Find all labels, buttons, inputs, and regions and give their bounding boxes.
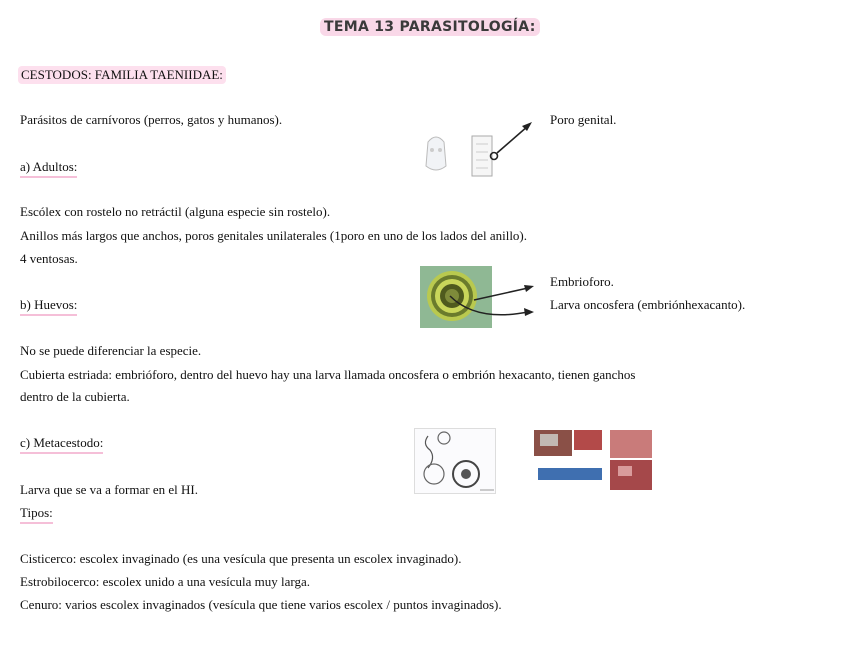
adults-line: 4 ventosas. bbox=[20, 251, 78, 266]
eggs-heading: b) Huevos: bbox=[20, 297, 77, 316]
adults-heading: a) Adultos: bbox=[20, 159, 77, 178]
oncosphere-label: Larva oncosfera (embriónhexacanto). bbox=[550, 297, 746, 312]
genital-pore-label: Poro genital. bbox=[550, 112, 617, 127]
type-strobilocercus: Estrobilocerco: escolex unido a una vesícula muy larga. bbox=[20, 574, 310, 589]
metacestode-diagram-icon bbox=[414, 428, 496, 494]
page-title: TEMA 13 PARASITOLOGÍA: bbox=[320, 18, 540, 36]
metacestode-heading: c) Metacestodo: bbox=[20, 435, 103, 454]
eggs-line: No se puede diferenciar la especie. bbox=[20, 343, 202, 358]
embryophore-label: Embrioforo. bbox=[550, 274, 614, 289]
metacestode-line: Larva que se va a formar en el HI. bbox=[20, 482, 198, 497]
adults-line: Anillos más largos que anchos, poros genitales unilaterales (1poro en uno de los lados del anillo). bbox=[20, 228, 528, 243]
types-label: Tipos: bbox=[20, 505, 53, 524]
adults-line: Escólex con rostelo no retráctil (alguna especie sin rostelo). bbox=[20, 204, 331, 219]
type-cysticercus: Cisticerco: escolex invaginado (es una vesícula que presenta un escolex invaginado). bbox=[20, 551, 462, 566]
type-coenurus: Cenuro: varios escolex invaginados (vesícula que tiene varios escolex / puntos invaginados). bbox=[20, 597, 502, 612]
genital-pore-arrow-icon bbox=[480, 116, 540, 166]
intro-text: Parásitos de carnívoros (perros, gatos y humanos). bbox=[20, 112, 283, 127]
eggs-line: Cubierta estriada: embrióforo, dentro del huevo hay una larva llamada oncosfera o embrión hexacanto, tienen ganchos bbox=[20, 367, 636, 382]
section-heading: CESTODOS: FAMILIA TAENIIDAE: bbox=[18, 66, 226, 84]
egg-annotation-arrows-icon bbox=[446, 282, 546, 324]
tissue-photos-icon bbox=[532, 428, 656, 494]
eggs-line: dentro de la cubierta. bbox=[20, 389, 130, 404]
